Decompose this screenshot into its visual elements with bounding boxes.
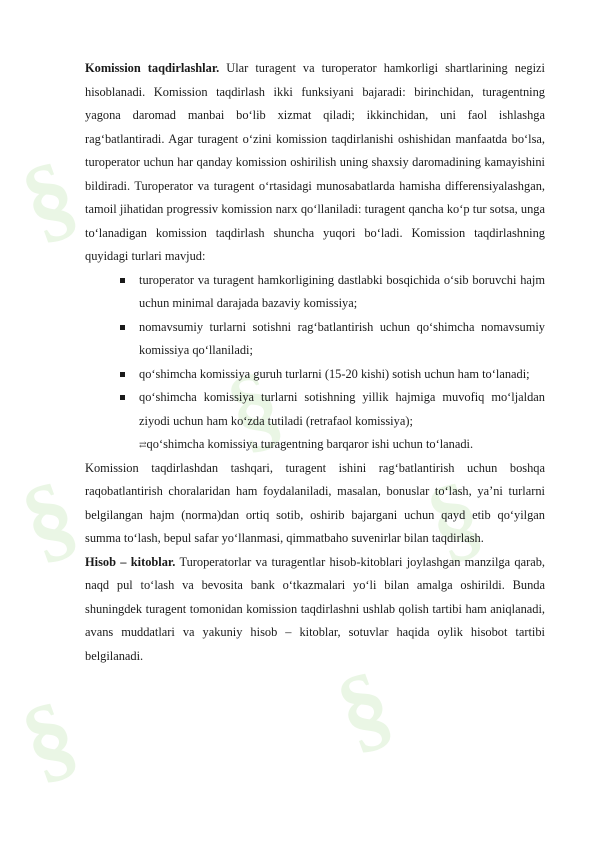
list-item: turoperator va turagent hamkorligining dastlabki bosqichida o‘sib boruvchi hajm uchun minimal darajada bazaviy komissiya; — [139, 269, 545, 316]
list-item: qo‘shimcha komissiya guruh turlarni (15-20 kishi) sotish uchun ham to‘lanadi; — [139, 363, 545, 387]
watermark-glyph: § — [212, 349, 295, 467]
list-item — [139, 386, 545, 457]
paragraph-hisob-kitoblar — [85, 551, 545, 669]
paragraph-heading: Hisob – kitoblar. — [85, 554, 176, 569]
commission-types-list — [85, 269, 545, 457]
paragraph-bonuses — [85, 457, 545, 551]
list-item: nomavsumiy turlarni sotishni rag‘batlantirish uchun qo‘shimcha nomavsumiy komissiya qo‘llaniladi; — [139, 316, 545, 363]
paragraph-heading: Komission taqdirlashlar. — [85, 61, 220, 75]
watermark-glyph: § — [7, 459, 90, 577]
document-page — [85, 57, 545, 668]
watermark-glyph: § — [7, 139, 90, 257]
link-arrow-icon: ⇄ — [139, 439, 147, 450]
watermark-glyph: § — [7, 679, 90, 797]
watermark-glyph: § — [412, 459, 495, 577]
list-item-text: qo‘shimcha komissiya turlarni sotishning yillik hajmiga muvofiq mo‘ljaldan ziyodi uchun ham ko‘zda tutiladi (retrafaol komissiya); — [139, 390, 545, 428]
paragraph-komission — [85, 57, 545, 269]
list-item-tail: qo‘shimcha komissiya turagentning barqaror ishi uchun to‘lanadi. — [146, 437, 474, 451]
paragraph-body: Ular turagent va turoperator hamkorligi shartlarining negizi hisoblanadi. Komission taqdirlash ikki funksiyani bajaradi: birinchidan, turagentning yagona daromad manbai bo‘lib xizmat qiladi; ikkinchidan, uni faol ishlashga rag‘batlantiradi. Agar turagent o‘zini komission taqdirlanishi oshishidan manfaatda bo‘lsa, turoperator uchun har qanday komission oshirilish uning shaxsiy daromadining kamayishini bildiradi. Turoperator va turagent o‘rtasidagi munosabatlarda hamisha differensiyalashgan, tamoil jihatidan progressiv komission narx qo‘llaniladi: turagent qancha ko‘p tur sotsa, unga to‘lanadigan komission taqdirlash shuncha yuqori bo‘ladi. Komission taqdirlashning quyidagi turlari mavjud: — [85, 61, 545, 263]
paragraph-body: Komission taqdirlashdan tashqari, turagent ishini rag‘batlantirish uchun boshqa raqobatlantirish choralaridan ham foydalaniladi, masalan, bonuslar to‘lash, ya’ni turlarni belgilangan hajm (norma)dan ortiq sotib, oshirib bajargani uchun qayd etib qo‘yilgan summa to‘lash, bepul safar yo‘llanmasi, qimmatbaho suvenirlar bilan taqdirlash. — [85, 460, 545, 546]
watermark-glyph: § — [322, 649, 405, 767]
paragraph-body: Turoperatorlar va turagentlar hisob-kitoblari joylashgan manzilga qarab, naqd pul to‘lash va bevosita bank o‘tkazmalari yo‘li bilan amalga oshirildi. Bunda shuningdek turagent tomonidan komission taqdirlashni ushlab qolish tartibi ham aniqlanadi, avans muddatlari va yakuniy hisob – kitoblar, sotuvlar haqida oylik hisobot tartibi belgilanadi. — [85, 554, 545, 663]
